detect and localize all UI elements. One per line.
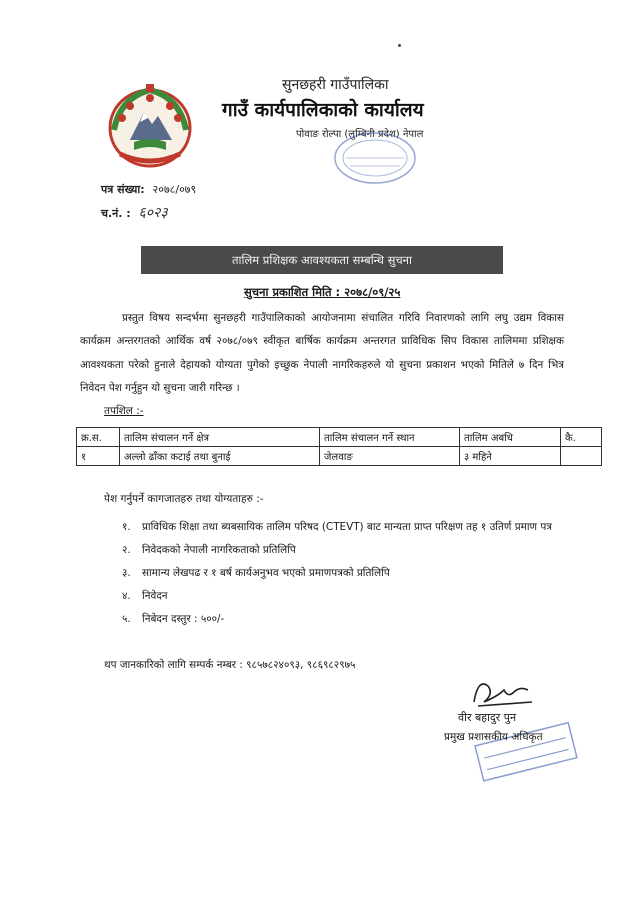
table-cell: जेलवाङ: [320, 447, 460, 466]
scan-speck: [398, 44, 401, 47]
table-header-row: [77, 428, 602, 447]
list-item-number: २.: [122, 544, 131, 556]
list-item-text: निवेदन: [142, 590, 168, 602]
list-item-number: ५.: [122, 613, 131, 625]
table-header-cell: तालिम संचालन गर्ने स्थान: [320, 428, 460, 447]
table-cell: १: [77, 447, 120, 466]
table-cell: [561, 447, 602, 466]
published-date: सुचना प्रकाशित मिति : २०७८/०९/२५: [244, 285, 401, 299]
list-item: [122, 608, 582, 631]
letter-number: [101, 182, 196, 197]
details-title: तपशिल :-: [104, 405, 144, 417]
table-header-cell: तालिम संचालन गर्ने क्षेत्र: [120, 428, 320, 447]
requirements-title: पेश गर्नुपर्ने कागजातहरु तथा योग्यताहरु :-: [104, 493, 264, 505]
requirements-list: [122, 516, 582, 631]
contact-numbers: थप जानकारिको लागि सम्पर्क नम्बर : ९८५७८२४०९३, ९८६९८२९७५: [104, 659, 356, 671]
training-table: [76, 427, 602, 466]
dispatch-number-label: च.नं. :: [101, 207, 131, 220]
signatory-title: प्रमुख प्रशासकीय अधिकृत: [444, 731, 543, 743]
list-item: [122, 562, 582, 585]
notice-body: प्रस्तुत विषय सन्दर्भमा सुनछहरी गाउँपालिकाको आयोजनामा संचालित गरिवि निवारणको लागि लघु उद्यम विकास कार्यक्रम अन्तरगतको आर्थिक वर्ष २०७८/०७९ स्वीकृत बार्षिक कार्यक्रम अन्तरगत प्राविधिक सिप विकास तालिममा प्रशिक्षक आवश्यकता परेको हुनाले देहायको योग्यता पुगेको इच्छुक नेपाली नागरिकहरुले यो सुचना प्रकाशन भएको मितिले ७ दिन भित्र निवेदन पेश गर्नुहुन यो सुचना जारी गरिन्छ ।: [80, 312, 564, 394]
table-header-cell: कै.: [561, 428, 602, 447]
list-item-text: निवेदकको नेपाली नागरिकताको प्रतिलिपि: [142, 544, 296, 556]
signatory-name: वीर बहादुर पुन: [458, 711, 517, 724]
table-cell: ३ महिने: [460, 447, 561, 466]
signature: [468, 672, 538, 712]
office-address: पोवाङ रोल्पा (लुम्बिनी प्रदेश) नेपाल: [296, 129, 424, 140]
office-stamp: [332, 130, 418, 186]
dispatch-number: [101, 203, 168, 222]
list-item: [122, 516, 582, 539]
table-cell: अल्लो ढाँका कटाई तथा बुनाई: [120, 447, 320, 466]
table-header-cell: क्र.स.: [77, 428, 120, 447]
list-item-text: प्राविधिक शिक्षा तथा ब्यबसायिक तालिम परिषद (CTEVT) बाट मान्यता प्राप्त परिक्षण तह १ उतिर्ण प्रमाण पत्र: [142, 521, 552, 533]
table-row: [77, 447, 602, 466]
office-title: गाउँ कार्यपालिकाको कार्यालय: [222, 99, 424, 121]
list-item-number: १.: [122, 521, 131, 533]
list-item: [122, 585, 582, 608]
list-item-number: ३.: [122, 567, 131, 579]
dispatch-number-value: ६०२३: [138, 205, 168, 221]
letter-number-label: पत्र संख्या:: [101, 183, 145, 196]
list-item: [122, 539, 582, 562]
list-item-number: ४.: [122, 590, 131, 602]
list-item-text: निबेदन दस्तुर : ५००/-: [142, 613, 225, 625]
list-item-text: सामान्य लेखपढ र १ बर्ष कार्यअनुभव भएको प्रमाणपत्रको प्रतिलिपि: [142, 567, 390, 579]
municipality-name: सुनछहरी गाउँपालिका: [282, 77, 389, 93]
nepal-emblem: [100, 78, 200, 170]
notice-title-banner: तालिम प्रशिक्षक आवश्यकता सम्बन्धि सुचना: [141, 246, 503, 274]
letter-number-value: २०७८/०७९: [152, 183, 197, 196]
table-header-cell: तालिम अबधि: [460, 428, 561, 447]
